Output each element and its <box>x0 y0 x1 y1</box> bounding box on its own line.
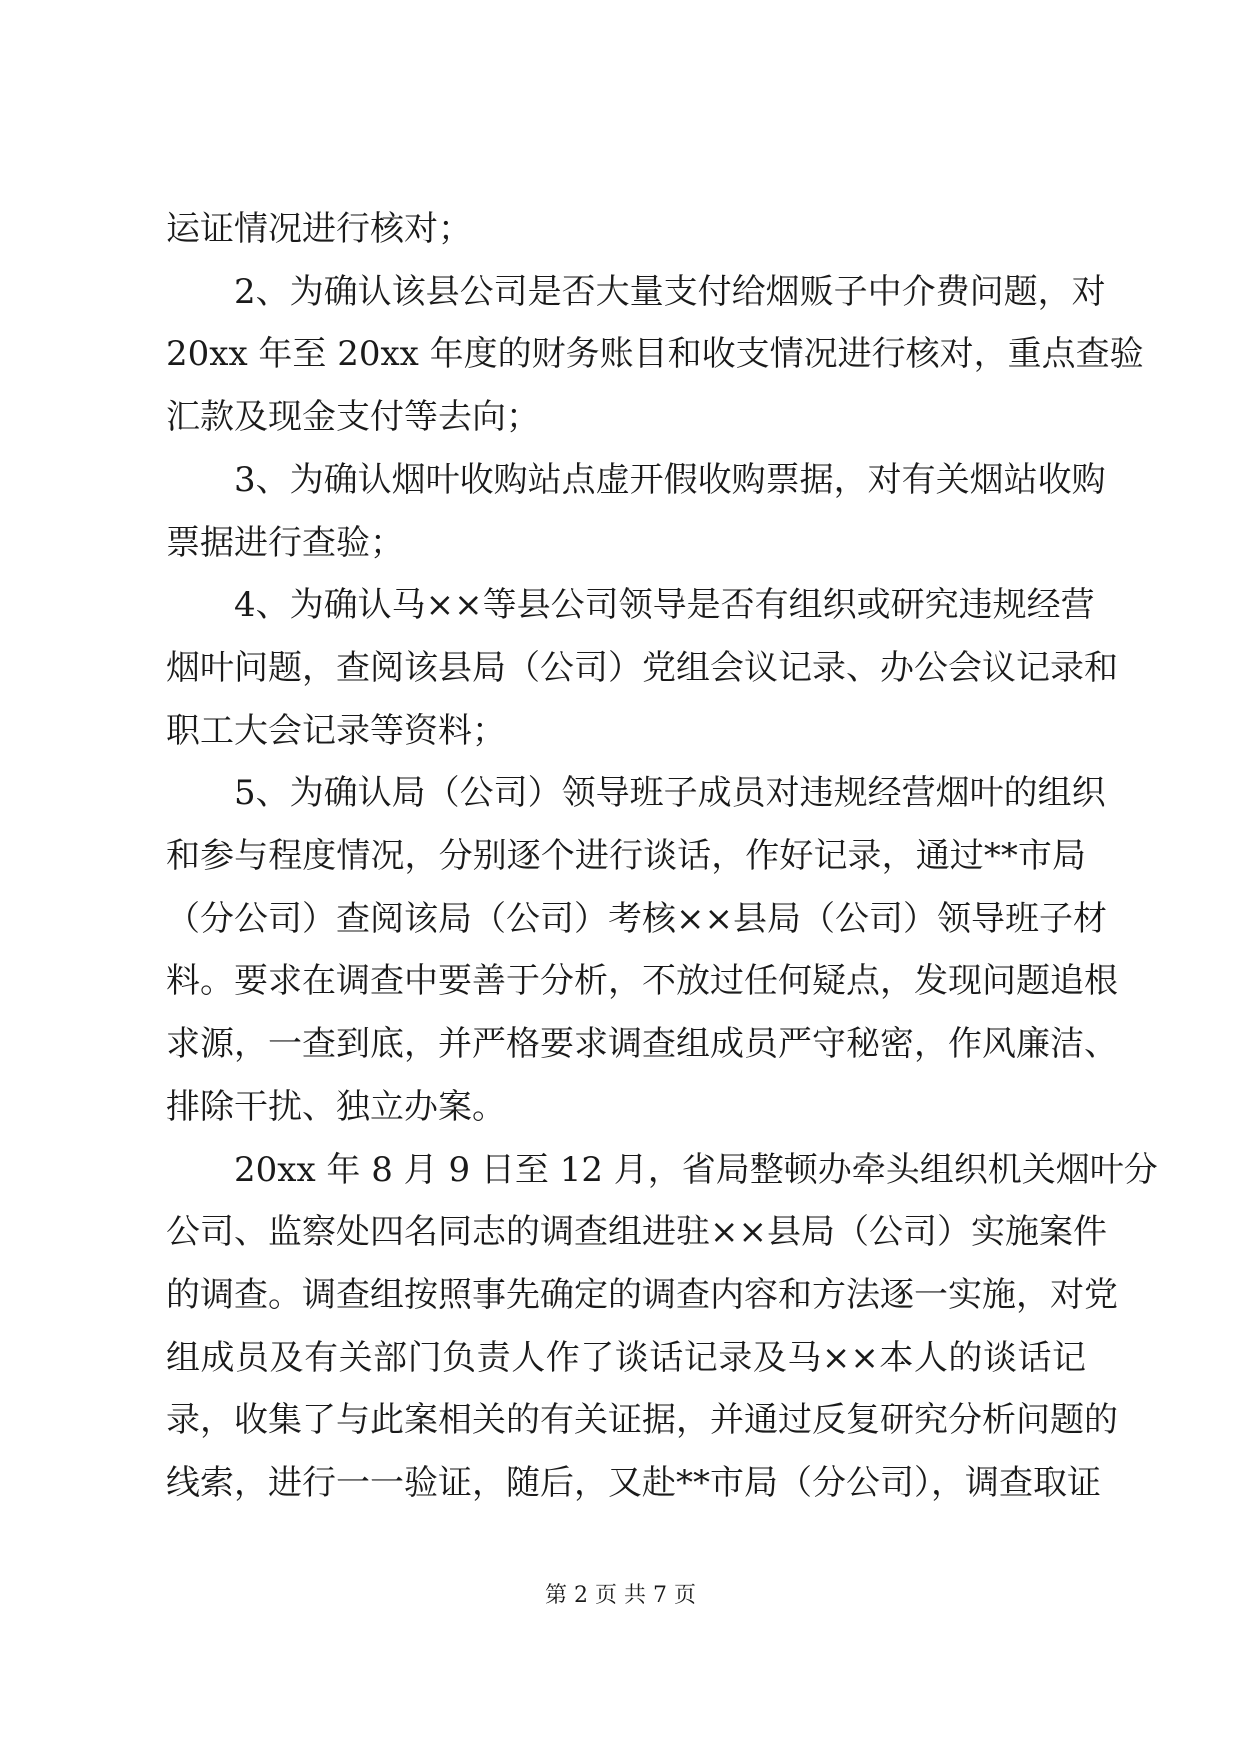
text-line: （分公司）查阅该局（公司）考核××县局（公司）领导班子材 <box>166 898 1107 939</box>
text-line: 4、为确认马××等县公司领导是否有组织或研究违规经营 <box>234 585 1095 626</box>
text-line: 录，收集了与此案相关的有关证据，并通过反复研究分析问题的 <box>166 1400 1118 1441</box>
text-line: 烟叶问题，查阅该县局（公司）党组会议记录、办公会议记录和 <box>166 647 1118 688</box>
text-line: 2、为确认该县公司是否大量支付给烟贩子中介费问题，对 <box>234 271 1106 312</box>
text-line: 5、为确认局（公司）领导班子成员对违规经营烟叶的组织 <box>234 773 1106 814</box>
text-line: 求源，一查到底，并严格要求调查组成员严守秘密，作风廉洁、 <box>166 1024 1118 1065</box>
text-line: 组成员及有关部门负责人作了谈话记录及马××本人的谈话记 <box>166 1337 1086 1378</box>
text-line: 3、为确认烟叶收购站点虚开假收购票据，对有关烟站收购 <box>234 459 1106 500</box>
text-line: 料。要求在调查中要善于分析，不放过任何疑点，发现问题追根 <box>166 961 1118 1002</box>
text-line: 和参与程度情况，分别逐个进行谈话，作好记录，通过**市局 <box>166 836 1086 877</box>
page-footer: 第 2 页 共 7 页 <box>545 1583 696 1608</box>
text-line: 公司、监察处四名同志的调查组进驻××县局（公司）实施案件 <box>166 1212 1107 1253</box>
text-line: 20xx 年 8 月 9 日至 12 月，省局整顿办牵头组织机关烟叶分 <box>234 1149 1158 1190</box>
body-text <box>166 198 1158 1515</box>
text-line: 运证情况进行核对； <box>166 209 472 249</box>
text-line: 票据进行查验； <box>166 522 404 563</box>
text-line: 汇款及现金支付等去向； <box>166 397 540 438</box>
text-line: 职工大会记录等资料； <box>166 710 506 751</box>
text-line: 线索，进行一一验证，随后，又赴**市局（分公司），调查取证 <box>166 1463 1101 1504</box>
text-line: 20xx 年至 20xx 年度的财务账目和收支情况进行核对，重点查验 <box>166 334 1144 375</box>
text-line: 的调查。调查组按照事先确定的调查内容和方法逐一实施，对党 <box>166 1274 1118 1315</box>
text-line: 排除干扰、独立办案。 <box>166 1086 506 1127</box>
